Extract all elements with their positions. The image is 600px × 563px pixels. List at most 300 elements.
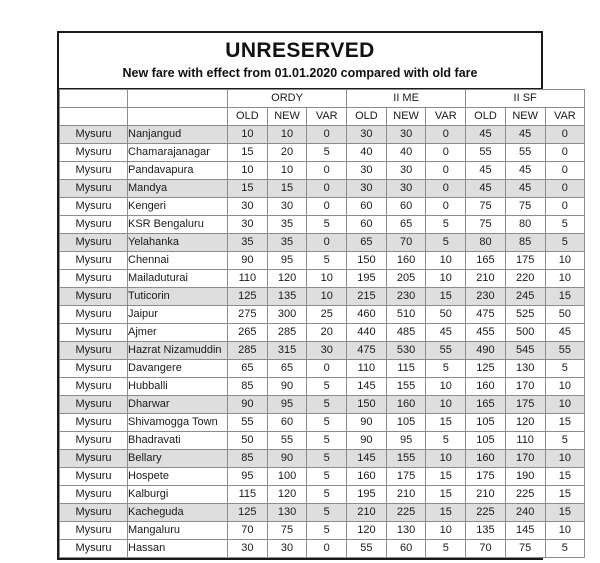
row-ordy-var: 5 [307,414,347,432]
row-ii-sf-old: 160 [466,378,506,396]
row-ordy-var: 0 [307,540,347,558]
row-ordy-var: 10 [307,270,347,288]
row-ordy-new: 55 [267,432,307,450]
row-ii-me-old: 120 [347,522,387,540]
row-ii-sf-var: 55 [545,342,585,360]
row-ii-me-new: 160 [386,396,426,414]
row-ii-sf-old: 105 [466,414,506,432]
row-ii-me-var: 50 [426,306,466,324]
row-destination: Mangaluru [128,522,228,540]
row-ordy-var: 20 [307,324,347,342]
sub-header-ii-me-new: NEW [386,108,426,126]
row-ii-sf-old: 165 [466,396,506,414]
row-destination: Hospete [128,468,228,486]
row-ii-sf-var: 5 [545,216,585,234]
row-ii-me-new: 230 [386,288,426,306]
row-ordy-var: 5 [307,144,347,162]
row-ordy-new: 315 [267,342,307,360]
row-destination: Shivamogga Town [128,414,228,432]
page-subtitle: New fare with effect from 01.01.2020 compared with old fare [122,66,478,80]
row-ii-sf-old: 230 [466,288,506,306]
row-ii-sf-old: 125 [466,360,506,378]
row-zone: Mysuru [60,216,128,234]
row-ordy-old: 15 [228,144,268,162]
table-row [60,486,585,504]
row-ii-sf-var: 0 [545,198,585,216]
row-ii-sf-var: 0 [545,162,585,180]
row-ii-me-var: 10 [426,252,466,270]
row-ii-sf-old: 475 [466,306,506,324]
row-ii-sf-new: 45 [505,162,545,180]
row-zone: Mysuru [60,450,128,468]
row-ii-me-new: 105 [386,414,426,432]
row-ii-sf-var: 10 [545,252,585,270]
row-ii-sf-var: 50 [545,306,585,324]
table-row [60,540,585,558]
row-ii-me-new: 95 [386,432,426,450]
row-ordy-new: 130 [267,504,307,522]
row-zone: Mysuru [60,126,128,144]
row-destination: Davangere [128,360,228,378]
row-ii-sf-var: 10 [545,450,585,468]
row-ii-me-var: 5 [426,234,466,252]
table-row [60,432,585,450]
row-ordy-old: 90 [228,252,268,270]
row-ii-me-var: 55 [426,342,466,360]
row-ii-me-new: 510 [386,306,426,324]
row-ii-me-var: 10 [426,378,466,396]
row-ii-sf-new: 145 [505,522,545,540]
row-zone: Mysuru [60,288,128,306]
row-ii-me-var: 5 [426,432,466,450]
row-ii-me-var: 10 [426,522,466,540]
row-ii-me-new: 115 [386,360,426,378]
table-row [60,504,585,522]
row-ordy-var: 0 [307,162,347,180]
row-ii-sf-old: 80 [466,234,506,252]
row-ii-me-var: 0 [426,126,466,144]
sub-header-ii-sf-new: NEW [505,108,545,126]
row-destination: Mailaduturai [128,270,228,288]
title-block [59,33,541,89]
row-ii-me-new: 210 [386,486,426,504]
row-ordy-old: 55 [228,414,268,432]
row-ordy-var: 5 [307,486,347,504]
row-ii-sf-new: 545 [505,342,545,360]
row-ordy-new: 135 [267,288,307,306]
row-ii-sf-old: 75 [466,216,506,234]
row-ii-me-var: 10 [426,450,466,468]
row-ii-sf-var: 15 [545,468,585,486]
row-ii-sf-old: 455 [466,324,506,342]
row-ordy-var: 5 [307,522,347,540]
row-ii-sf-var: 15 [545,486,585,504]
row-ii-sf-var: 5 [545,540,585,558]
row-ii-me-var: 10 [426,270,466,288]
row-ii-me-old: 215 [347,288,387,306]
row-ii-sf-old: 210 [466,486,506,504]
row-ordy-new: 10 [267,126,307,144]
sub-header-ii-sf-var: VAR [545,108,585,126]
row-ordy-new: 60 [267,414,307,432]
row-ii-sf-var: 10 [545,270,585,288]
row-ii-me-old: 195 [347,270,387,288]
fare-table [59,89,585,558]
row-ii-sf-new: 500 [505,324,545,342]
table-body [60,126,585,558]
row-zone: Mysuru [60,198,128,216]
row-ii-me-var: 0 [426,144,466,162]
row-ordy-var: 5 [307,504,347,522]
row-ii-me-new: 30 [386,162,426,180]
sub-header-ordy-var: VAR [307,108,347,126]
table-head [60,90,585,126]
row-ordy-new: 100 [267,468,307,486]
row-destination: Nanjangud [128,126,228,144]
row-ordy-var: 5 [307,396,347,414]
row-ordy-old: 30 [228,216,268,234]
row-ordy-old: 85 [228,378,268,396]
table-row [60,414,585,432]
row-ii-me-old: 145 [347,378,387,396]
row-ii-me-new: 30 [386,126,426,144]
row-ii-sf-var: 5 [545,432,585,450]
row-destination: Kacheguda [128,504,228,522]
table-row [60,306,585,324]
row-zone: Mysuru [60,378,128,396]
group-header-ii-sf: II SF [466,90,585,108]
row-ordy-var: 0 [307,360,347,378]
row-ordy-new: 20 [267,144,307,162]
sub-header-ii-sf-old: OLD [466,108,506,126]
row-zone: Mysuru [60,180,128,198]
row-ii-sf-new: 120 [505,414,545,432]
row-ii-me-new: 530 [386,342,426,360]
row-ii-sf-new: 245 [505,288,545,306]
table-row [60,396,585,414]
row-ii-sf-new: 190 [505,468,545,486]
row-destination: Kalburgi [128,486,228,504]
row-ordy-var: 5 [307,432,347,450]
row-ii-sf-new: 240 [505,504,545,522]
row-ordy-new: 35 [267,216,307,234]
sub-header-zone [60,108,128,126]
row-ordy-old: 30 [228,540,268,558]
row-ii-me-var: 5 [426,540,466,558]
row-ordy-old: 125 [228,288,268,306]
row-ordy-old: 15 [228,180,268,198]
table-row [60,360,585,378]
row-zone: Mysuru [60,342,128,360]
row-zone: Mysuru [60,468,128,486]
row-ii-sf-new: 175 [505,252,545,270]
row-ii-me-var: 0 [426,180,466,198]
row-zone: Mysuru [60,540,128,558]
table-row [60,378,585,396]
row-ii-me-old: 30 [347,126,387,144]
row-ii-sf-new: 55 [505,144,545,162]
group-header-row [60,90,585,108]
row-ii-sf-old: 105 [466,432,506,450]
row-ii-sf-new: 170 [505,450,545,468]
row-ii-me-var: 0 [426,162,466,180]
row-zone: Mysuru [60,486,128,504]
sub-header-destination [128,108,228,126]
row-ii-sf-old: 55 [466,144,506,162]
row-ii-sf-var: 10 [545,378,585,396]
sub-header-ii-me-var: VAR [426,108,466,126]
row-zone: Mysuru [60,504,128,522]
row-ordy-var: 30 [307,342,347,360]
row-ii-sf-var: 5 [545,360,585,378]
row-ordy-old: 35 [228,234,268,252]
row-ordy-old: 50 [228,432,268,450]
row-ordy-old: 265 [228,324,268,342]
row-ii-sf-var: 0 [545,144,585,162]
row-ii-sf-old: 225 [466,504,506,522]
row-ii-me-var: 15 [426,486,466,504]
row-zone: Mysuru [60,234,128,252]
row-ordy-var: 0 [307,198,347,216]
row-ordy-new: 65 [267,360,307,378]
row-ordy-new: 15 [267,180,307,198]
row-destination: Hazrat Nizamuddin [128,342,228,360]
row-ii-me-new: 175 [386,468,426,486]
row-ordy-new: 90 [267,378,307,396]
row-ii-me-var: 15 [426,504,466,522]
row-ordy-old: 275 [228,306,268,324]
row-ii-sf-new: 170 [505,378,545,396]
row-ii-me-old: 40 [347,144,387,162]
row-ii-sf-var: 5 [545,234,585,252]
row-destination: Bellary [128,450,228,468]
row-ii-me-old: 90 [347,432,387,450]
row-ii-sf-new: 130 [505,360,545,378]
row-ii-me-old: 30 [347,180,387,198]
table-row [60,162,585,180]
row-ii-me-old: 460 [347,306,387,324]
row-ii-sf-var: 0 [545,180,585,198]
row-ii-me-new: 30 [386,180,426,198]
row-destination: Pandavapura [128,162,228,180]
row-ordy-var: 5 [307,252,347,270]
row-zone: Mysuru [60,270,128,288]
row-ordy-old: 10 [228,126,268,144]
table-row [60,324,585,342]
row-ii-me-old: 145 [347,450,387,468]
table-row [60,198,585,216]
row-ii-me-new: 205 [386,270,426,288]
row-ordy-new: 95 [267,396,307,414]
row-ordy-new: 285 [267,324,307,342]
row-ordy-new: 90 [267,450,307,468]
row-ii-me-old: 55 [347,540,387,558]
row-ii-me-new: 485 [386,324,426,342]
row-destination: Tuticorin [128,288,228,306]
row-ii-sf-var: 15 [545,288,585,306]
row-ii-sf-old: 210 [466,270,506,288]
row-ii-me-var: 10 [426,396,466,414]
page-title: UNRESERVED [225,39,375,62]
row-destination: Chamarajanagar [128,144,228,162]
row-ii-sf-old: 45 [466,162,506,180]
row-ii-me-old: 160 [347,468,387,486]
group-header-blank-destination [128,90,228,108]
row-ii-sf-var: 10 [545,396,585,414]
row-ordy-new: 30 [267,540,307,558]
row-ordy-var: 5 [307,468,347,486]
row-ii-sf-new: 45 [505,126,545,144]
row-zone: Mysuru [60,162,128,180]
row-ordy-new: 120 [267,486,307,504]
row-ii-me-new: 65 [386,216,426,234]
row-ordy-new: 95 [267,252,307,270]
row-ii-me-old: 60 [347,198,387,216]
row-ordy-old: 10 [228,162,268,180]
fare-table-card [57,31,576,560]
row-ii-sf-var: 45 [545,324,585,342]
row-ii-me-new: 155 [386,450,426,468]
row-destination: Bhadravati [128,432,228,450]
table-row [60,144,585,162]
row-ii-sf-var: 15 [545,414,585,432]
row-zone: Mysuru [60,306,128,324]
table-row [60,270,585,288]
row-zone: Mysuru [60,522,128,540]
row-ii-sf-var: 0 [545,126,585,144]
row-ii-me-old: 65 [347,234,387,252]
table-row [60,252,585,270]
row-ii-me-new: 70 [386,234,426,252]
row-ii-me-new: 160 [386,252,426,270]
row-zone: Mysuru [60,324,128,342]
row-destination: Kengeri [128,198,228,216]
row-ordy-old: 115 [228,486,268,504]
row-ii-sf-new: 45 [505,180,545,198]
row-ii-sf-new: 525 [505,306,545,324]
row-destination: Chennai [128,252,228,270]
row-zone: Mysuru [60,144,128,162]
row-ii-sf-old: 75 [466,198,506,216]
row-ii-sf-new: 175 [505,396,545,414]
group-header-ii-me: II ME [347,90,466,108]
row-ii-me-new: 155 [386,378,426,396]
table-row [60,180,585,198]
row-ordy-new: 30 [267,198,307,216]
row-ii-sf-new: 85 [505,234,545,252]
row-ordy-new: 10 [267,162,307,180]
row-destination: Hubballi [128,378,228,396]
row-zone: Mysuru [60,432,128,450]
row-ordy-var: 5 [307,378,347,396]
row-ii-sf-new: 110 [505,432,545,450]
row-ii-sf-old: 165 [466,252,506,270]
row-ordy-new: 300 [267,306,307,324]
row-ordy-var: 0 [307,180,347,198]
row-ii-me-old: 150 [347,252,387,270]
row-ordy-var: 0 [307,126,347,144]
row-zone: Mysuru [60,396,128,414]
row-destination: Hassan [128,540,228,558]
table-row [60,450,585,468]
row-ordy-old: 110 [228,270,268,288]
row-ordy-old: 65 [228,360,268,378]
row-ii-me-old: 210 [347,504,387,522]
group-header-blank-zone [60,90,128,108]
row-ordy-new: 75 [267,522,307,540]
table-row [60,216,585,234]
table-row [60,288,585,306]
row-ii-sf-old: 45 [466,180,506,198]
row-ii-sf-old: 45 [466,126,506,144]
row-ii-sf-new: 75 [505,198,545,216]
row-ii-me-old: 30 [347,162,387,180]
row-ii-me-old: 195 [347,486,387,504]
row-ordy-var: 5 [307,450,347,468]
row-ordy-old: 95 [228,468,268,486]
row-ii-me-var: 15 [426,468,466,486]
row-ii-me-new: 60 [386,198,426,216]
table-row [60,468,585,486]
row-ii-sf-old: 160 [466,450,506,468]
row-ii-sf-new: 225 [505,486,545,504]
row-ii-sf-var: 10 [545,522,585,540]
row-ordy-old: 85 [228,450,268,468]
row-ordy-old: 285 [228,342,268,360]
row-ii-me-old: 60 [347,216,387,234]
row-ii-me-old: 475 [347,342,387,360]
row-ii-me-var: 15 [426,288,466,306]
row-ordy-new: 120 [267,270,307,288]
sub-header-row [60,108,585,126]
row-ii-me-old: 150 [347,396,387,414]
group-header-ordy: ORDY [228,90,347,108]
row-destination: KSR Bengaluru [128,216,228,234]
row-ordy-old: 70 [228,522,268,540]
row-ii-me-new: 225 [386,504,426,522]
row-ordy-var: 5 [307,216,347,234]
row-ordy-var: 10 [307,288,347,306]
row-ii-me-var: 15 [426,414,466,432]
row-ii-me-old: 90 [347,414,387,432]
row-ordy-var: 0 [307,234,347,252]
table-row [60,342,585,360]
row-ii-me-var: 5 [426,216,466,234]
row-ii-sf-old: 135 [466,522,506,540]
row-ii-me-var: 0 [426,198,466,216]
row-ordy-old: 30 [228,198,268,216]
row-ii-me-old: 110 [347,360,387,378]
sub-header-ordy-new: NEW [267,108,307,126]
row-zone: Mysuru [60,252,128,270]
row-destination: Mandya [128,180,228,198]
row-ordy-var: 25 [307,306,347,324]
row-ii-me-var: 45 [426,324,466,342]
row-zone: Mysuru [60,360,128,378]
row-ii-sf-old: 175 [466,468,506,486]
row-ii-sf-new: 220 [505,270,545,288]
row-ii-sf-var: 15 [545,504,585,522]
row-ii-me-var: 5 [426,360,466,378]
row-ii-me-new: 60 [386,540,426,558]
row-destination: Dharwar [128,396,228,414]
row-ordy-old: 90 [228,396,268,414]
row-ii-me-new: 40 [386,144,426,162]
sub-header-ii-me-old: OLD [347,108,387,126]
table-row [60,126,585,144]
sub-header-ordy-old: OLD [228,108,268,126]
row-destination: Jaipur [128,306,228,324]
